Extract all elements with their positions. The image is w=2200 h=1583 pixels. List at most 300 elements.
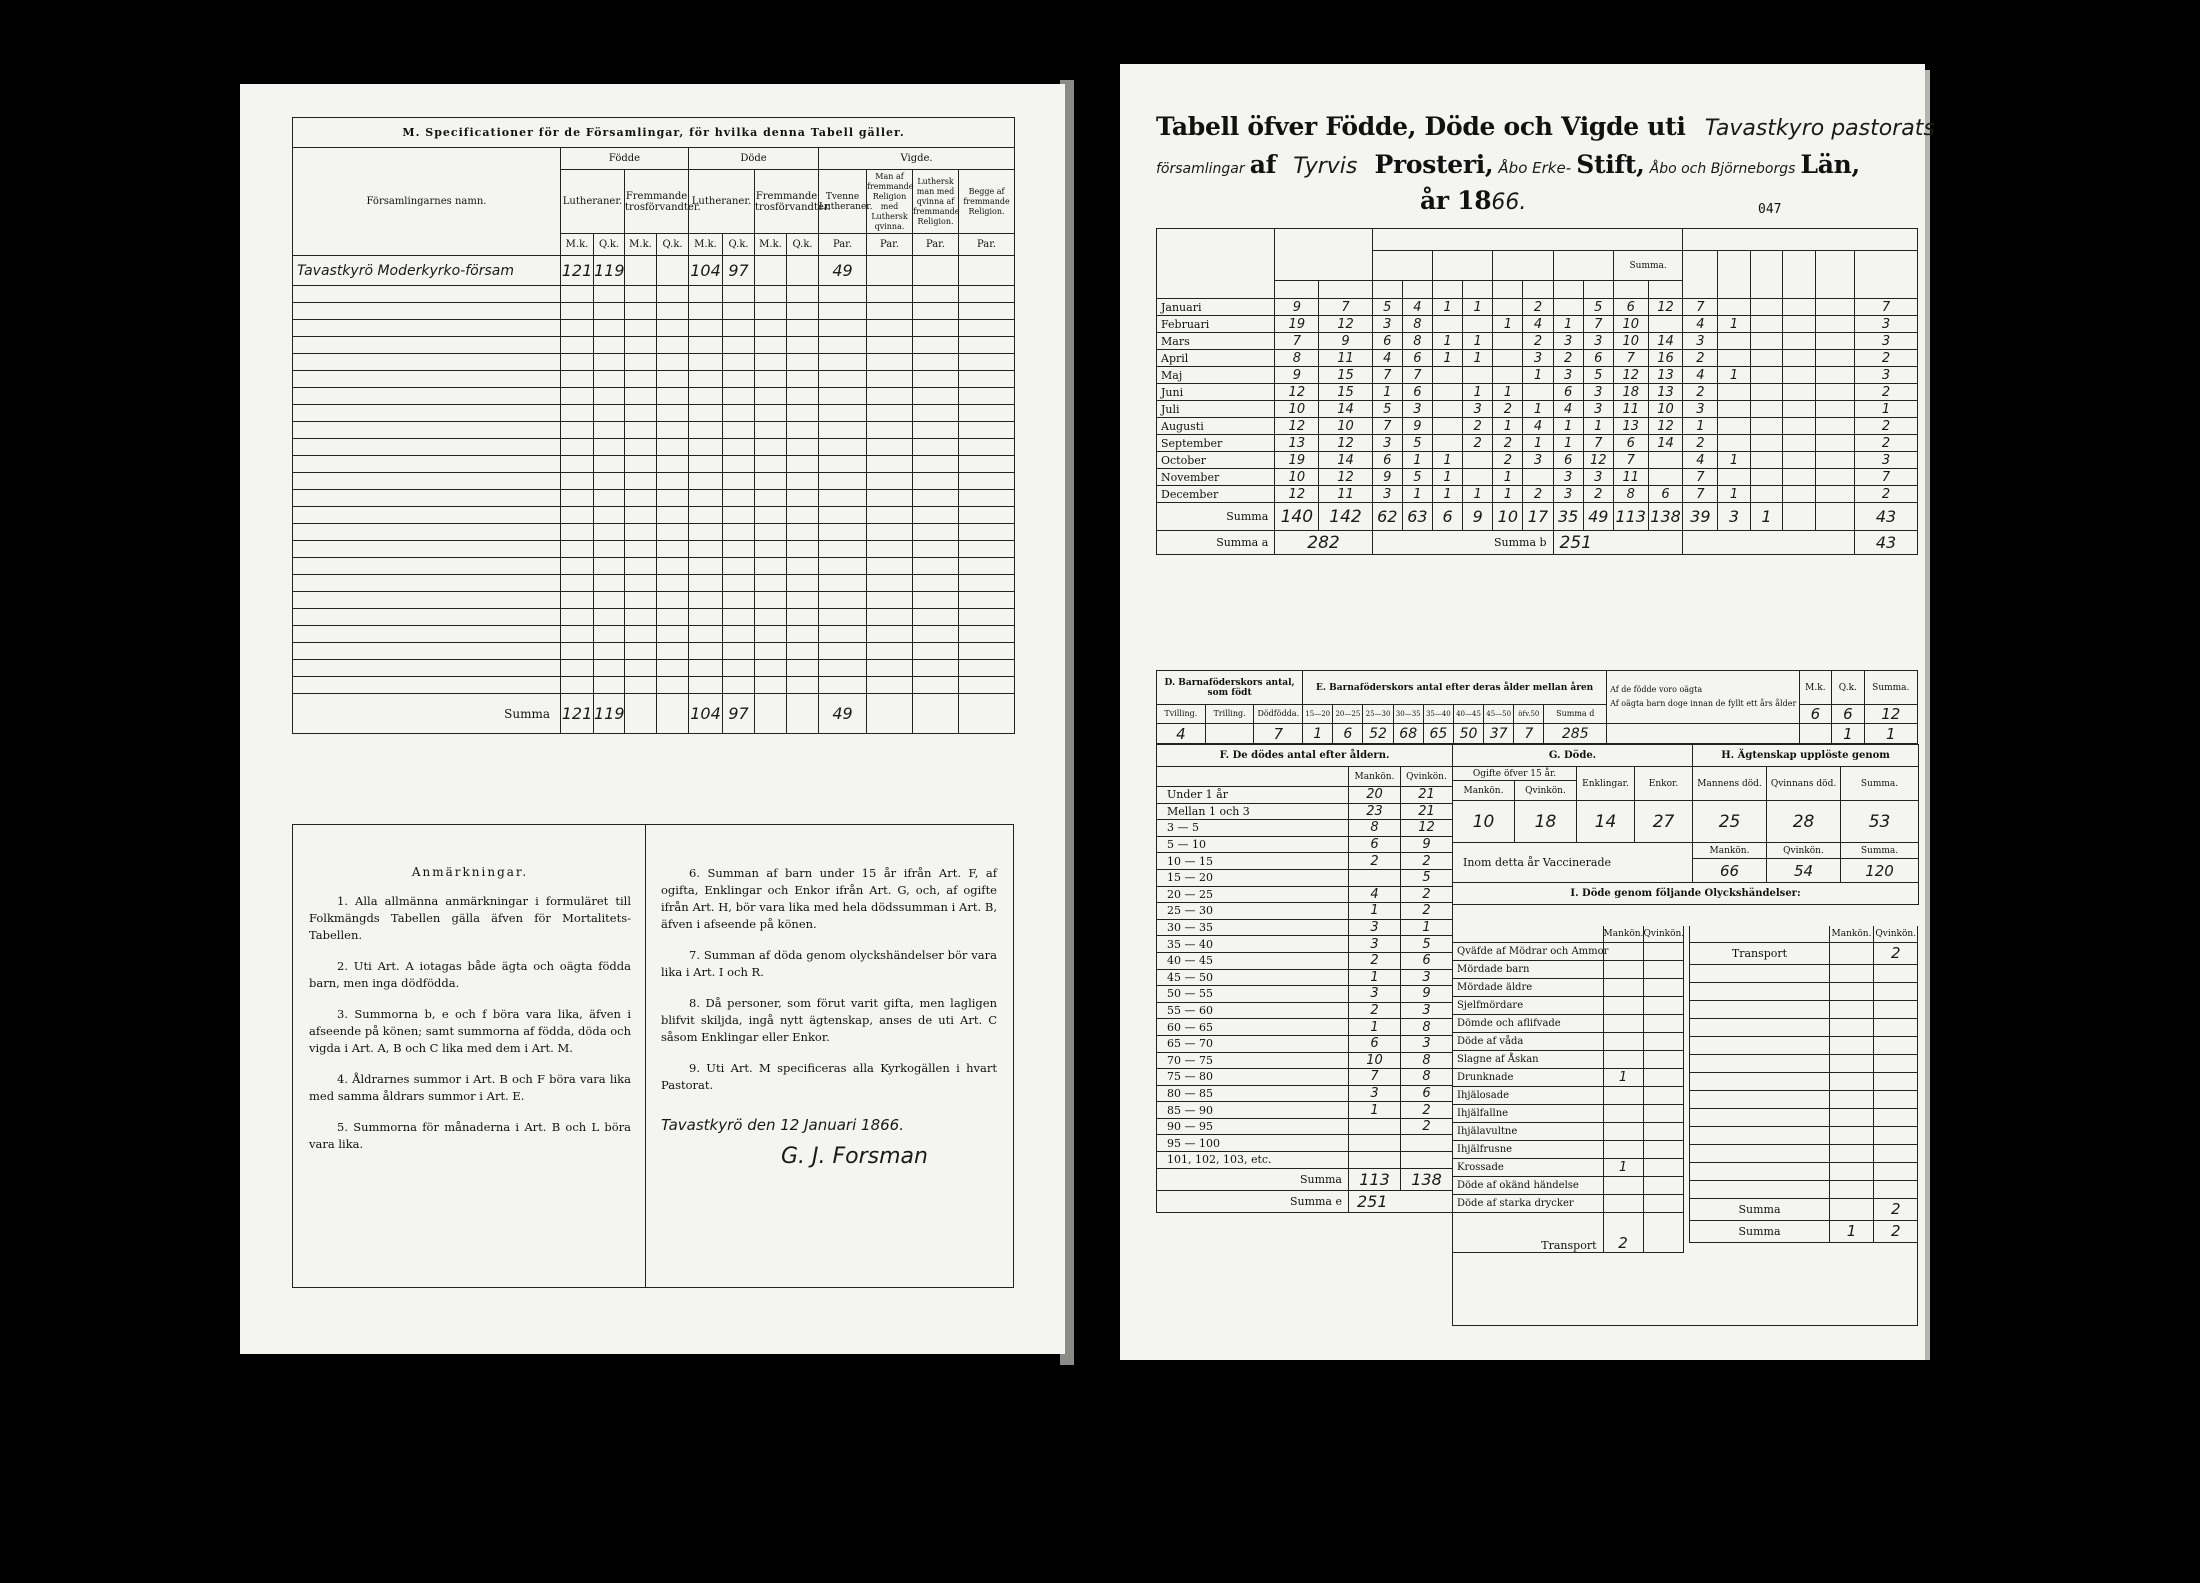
cell: 10 [1613, 316, 1648, 333]
cell [723, 439, 755, 456]
cell [293, 660, 561, 677]
cell [689, 439, 723, 456]
age-label: 40 — 45 [1157, 952, 1349, 969]
cell: 14 [1577, 801, 1635, 843]
g-title: G. Döde. [1453, 745, 1693, 767]
cell: 4 [1523, 418, 1553, 435]
cell: 3 [1349, 936, 1401, 953]
hw: Tyrvis [1293, 154, 1358, 179]
cell [594, 473, 625, 490]
cell [561, 354, 594, 371]
cell: 10 [1493, 503, 1523, 531]
txt: Län, [1800, 150, 1860, 179]
cell [1690, 1072, 1830, 1090]
cell: 6 [1372, 452, 1402, 469]
cell: 14 [1319, 401, 1372, 418]
cell: 1 [1432, 350, 1462, 367]
h: Enkor. [1635, 767, 1693, 801]
hw: 66. [1491, 190, 1527, 215]
cell [594, 320, 625, 337]
table-row [1453, 1176, 1683, 1194]
cell: 1 [1349, 1102, 1401, 1119]
table-row [293, 405, 1015, 422]
cell [1718, 333, 1750, 350]
cell: 9 [1275, 367, 1319, 384]
table-row [1157, 1135, 1453, 1152]
cell [1603, 1176, 1643, 1194]
cell [867, 303, 913, 320]
cell [787, 337, 819, 354]
cell [1523, 469, 1553, 486]
cell: 4 [1523, 316, 1553, 333]
cell [689, 388, 723, 405]
cell: 5 [1583, 367, 1613, 384]
note-4: 4. Åldrarnes summor i Art. B och F böra vara lika med samma åldrars summor i Art. E. [309, 1072, 631, 1103]
note-9: 9. Uti Art. M specificeras alla Kyrkogällen i hvart Pastorat. [661, 1061, 997, 1092]
col-vigde: Vigde. [819, 148, 1015, 170]
de-table [1156, 670, 1918, 744]
oagta-r2-label: Af oägta barn doge innan de fyllt ett års ålder [1610, 699, 1797, 708]
cell [959, 507, 1015, 524]
cell [1815, 384, 1854, 401]
age-label: 75 — 80 [1157, 1069, 1349, 1086]
table-row [1453, 1122, 1683, 1140]
cell: 2 [1493, 452, 1523, 469]
cell: 6 [1553, 384, 1583, 401]
gh-table [1452, 744, 1919, 905]
cell [561, 388, 594, 405]
cell: 21 [1401, 787, 1453, 804]
cell [657, 524, 689, 541]
cell [594, 456, 625, 473]
cell: 2 [1683, 350, 1718, 367]
col-fodde: Födde [561, 148, 689, 170]
cell [1603, 996, 1643, 1014]
cell [561, 337, 594, 354]
cell [561, 507, 594, 524]
cell [594, 643, 625, 660]
cell: 1 [1523, 435, 1553, 452]
table-row [1690, 1180, 1918, 1198]
cell: 3 [1718, 503, 1750, 531]
cell: 1 [1349, 903, 1401, 920]
cell [689, 592, 723, 609]
cell [594, 592, 625, 609]
cell [787, 354, 819, 371]
age-label: 35 — 40 [1157, 936, 1349, 953]
cell [1830, 1126, 1874, 1144]
cell: 1 [1864, 724, 1917, 744]
cell: 4 [1683, 367, 1718, 384]
cell [594, 337, 625, 354]
cell [689, 677, 723, 694]
cell [913, 337, 959, 354]
month-label: November [1157, 469, 1275, 486]
cell [867, 592, 913, 609]
cell [1750, 367, 1782, 384]
h-mk: M.k. [561, 234, 594, 256]
table-row [1690, 1054, 1918, 1072]
cell: 54 [1767, 859, 1841, 883]
h-mk: M.k. [755, 234, 787, 256]
cell: 23 [1349, 803, 1401, 820]
col-a [1275, 229, 1372, 281]
age-label: 80 — 85 [1157, 1085, 1349, 1102]
cell: 7 [1613, 452, 1648, 469]
h: Summa. [1864, 671, 1917, 705]
cell [1690, 1090, 1830, 1108]
table-row [293, 592, 1015, 609]
table-row [1157, 787, 1453, 804]
cell [293, 524, 561, 541]
cell [625, 422, 657, 439]
cell [1815, 316, 1854, 333]
cell [819, 507, 867, 524]
age-label: 50 — 55 [1157, 986, 1349, 1003]
cell: 6 [1401, 952, 1453, 969]
cell [755, 575, 787, 592]
cell: 6 [1402, 350, 1432, 367]
h [1553, 281, 1583, 299]
cell [913, 592, 959, 609]
cell [1799, 724, 1831, 744]
cell [913, 575, 959, 592]
cell [657, 677, 689, 694]
cell [1718, 384, 1750, 401]
cell [723, 371, 755, 388]
col-dode: Döde [689, 148, 819, 170]
cell [689, 422, 723, 439]
summa-label: Summa [1157, 1168, 1349, 1190]
cell [1874, 964, 1918, 982]
cell [1603, 942, 1643, 960]
cell: 11 [1613, 469, 1648, 486]
cell [1830, 964, 1874, 982]
h-par: Par. [913, 234, 959, 256]
h: M.k. [1799, 671, 1831, 705]
cell: 1 [1493, 384, 1523, 401]
cell: 9 [1401, 986, 1453, 1003]
table-row [293, 354, 1015, 371]
cell [1783, 384, 1815, 401]
cell [959, 524, 1015, 541]
cell [959, 456, 1015, 473]
table-row [1157, 367, 1918, 384]
cell: 3 [1855, 452, 1918, 469]
table-row [1690, 1144, 1918, 1162]
cell [1718, 350, 1750, 367]
cell [1553, 299, 1583, 316]
title-line-1 [1156, 112, 1935, 141]
cell: 119 [594, 256, 625, 286]
h-title: H. Ägtenskap upplöste genom [1693, 745, 1919, 767]
cell [819, 592, 867, 609]
cell [959, 558, 1015, 575]
cell [1643, 942, 1683, 960]
hw: Åbo Erke- [1498, 159, 1572, 177]
cell: 6 [1613, 435, 1648, 452]
cell [787, 643, 819, 660]
page-number: 047 [1758, 202, 1782, 217]
cell [689, 354, 723, 371]
cell [755, 592, 787, 609]
cell: 1 [1553, 418, 1583, 435]
cell [293, 643, 561, 660]
summa-row [1157, 503, 1918, 531]
cell [959, 439, 1015, 456]
cell [1643, 1104, 1683, 1122]
cell [1603, 1086, 1643, 1104]
table-row [1690, 1036, 1918, 1054]
note-7: 7. Summan af döda genom olyckshändelser bör vara lika i Art. I och R. [661, 948, 997, 979]
month-label: Februari [1157, 316, 1275, 333]
cell [723, 558, 755, 575]
cell [787, 660, 819, 677]
cell [959, 286, 1015, 303]
cell [1783, 418, 1815, 435]
table-row [1690, 1126, 1918, 1144]
cell: 1 [1830, 1220, 1874, 1242]
table-row [1157, 401, 1918, 418]
cell [657, 575, 689, 592]
cell [867, 320, 913, 337]
cell [867, 541, 913, 558]
age-label: 55 — 60 [1157, 1002, 1349, 1019]
cell [959, 541, 1015, 558]
cell: 2 [1349, 853, 1401, 870]
f-title: F. De dödes antal efter åldern. [1157, 745, 1453, 767]
cause-label: Slagne af Åskan [1453, 1050, 1603, 1068]
cell [293, 388, 561, 405]
cell [1874, 1036, 1918, 1054]
cell [959, 320, 1015, 337]
h-qk: Q.k. [657, 234, 689, 256]
cell: 3 [1349, 1085, 1401, 1102]
cause-label: Mördade äldre [1453, 978, 1603, 996]
cell [293, 575, 561, 592]
cell: 6 [1401, 1085, 1453, 1102]
cell [689, 371, 723, 388]
table-row [1453, 1140, 1683, 1158]
table-row [293, 320, 1015, 337]
cell: 1 [1463, 486, 1493, 503]
cell [657, 405, 689, 422]
cell: 12 [1864, 705, 1917, 724]
cell [689, 660, 723, 677]
cell [867, 677, 913, 694]
cell [867, 626, 913, 643]
table-row [1157, 1085, 1453, 1102]
h-qk: Q.k. [787, 234, 819, 256]
cell: 3 [1349, 919, 1401, 936]
table-row [293, 660, 1015, 677]
cell: 11 [1319, 486, 1372, 503]
cell [755, 354, 787, 371]
cell: 1 [1463, 333, 1493, 350]
cell [787, 303, 819, 320]
cell: 1 [1349, 969, 1401, 986]
cell: 2 [1523, 486, 1553, 503]
cell [867, 286, 913, 303]
cell [787, 524, 819, 541]
cell [561, 677, 594, 694]
cell [625, 643, 657, 660]
cell [1643, 1086, 1683, 1104]
cell [1750, 469, 1782, 486]
cell [657, 439, 689, 456]
cell [959, 575, 1015, 592]
cell [1830, 1000, 1874, 1018]
cell: 16 [1648, 350, 1683, 367]
cell [867, 643, 913, 660]
cell [913, 473, 959, 490]
age-label: 15 — 20 [1157, 869, 1349, 886]
parish-name: Tavastkyrö Moderkyrko-försam [293, 256, 561, 286]
age-label: 101, 102, 103, etc. [1157, 1152, 1349, 1169]
cell [959, 303, 1015, 320]
table-row [293, 609, 1015, 626]
cell [561, 422, 594, 439]
cell [819, 575, 867, 592]
month-label: Juni [1157, 384, 1275, 401]
cell [1643, 996, 1683, 1014]
table-row [1157, 1118, 1453, 1135]
table-row [293, 677, 1015, 694]
table-row [293, 371, 1015, 388]
cell [913, 626, 959, 643]
cell [787, 626, 819, 643]
h [1275, 281, 1319, 299]
col-parish: Församlingarnes namn. [293, 148, 561, 256]
cell [913, 490, 959, 507]
cell [1643, 1050, 1683, 1068]
col-c3 [1750, 251, 1782, 299]
cell: 7 [1402, 367, 1432, 384]
cell: 3 [1855, 333, 1918, 350]
cell [625, 626, 657, 643]
cell [819, 371, 867, 388]
cell [723, 490, 755, 507]
cell [787, 609, 819, 626]
cell [723, 286, 755, 303]
cell: 49 [819, 694, 867, 734]
cell [755, 677, 787, 694]
table-row [293, 456, 1015, 473]
spec-table [292, 117, 1015, 734]
cause-label: Ihjälfallne [1453, 1104, 1603, 1122]
cell: 3 [1553, 486, 1583, 503]
cell [1643, 1032, 1683, 1050]
cell [1690, 1054, 1830, 1072]
cell [959, 643, 1015, 660]
cell: 104 [689, 256, 723, 286]
cell: 1 [1463, 350, 1493, 367]
cell: 6 [1349, 836, 1401, 853]
cell [1643, 960, 1683, 978]
cell [594, 405, 625, 422]
cell: 19 [1275, 452, 1319, 469]
cell [689, 626, 723, 643]
right-page [1120, 64, 1935, 1360]
cell [1830, 1144, 1874, 1162]
signature: G. J. Forsman [781, 1144, 928, 1169]
h-par: Par. [867, 234, 913, 256]
cell [1750, 333, 1782, 350]
cell: 3 [1553, 469, 1583, 486]
cell [1830, 982, 1874, 1000]
table-row [1157, 418, 1918, 435]
table-row [1157, 919, 1453, 936]
cell [657, 643, 689, 660]
cell [657, 456, 689, 473]
table-row [1157, 869, 1453, 886]
cell: 6 [1832, 705, 1864, 724]
cell: 8 [1401, 1069, 1453, 1086]
h [1493, 281, 1523, 299]
cell: 1 [1718, 367, 1750, 384]
f-table [1156, 744, 1453, 1213]
cell: 12 [1319, 435, 1372, 452]
cell [657, 609, 689, 626]
cause-label: Mördade barn [1453, 960, 1603, 978]
cell [689, 337, 723, 354]
table-row [1157, 969, 1453, 986]
cell [594, 507, 625, 524]
table-row [1157, 350, 1918, 367]
h: 45—50 [1484, 705, 1514, 724]
table-row [293, 388, 1015, 405]
cell [867, 490, 913, 507]
cell [1643, 978, 1683, 996]
cell [755, 405, 787, 422]
cell [1603, 960, 1643, 978]
cell [1874, 1054, 1918, 1072]
cell [689, 507, 723, 524]
cell [959, 473, 1015, 490]
cell: 18 [1515, 801, 1577, 843]
table-row [1453, 1104, 1683, 1122]
table-row [293, 558, 1015, 575]
cell: 62 [1372, 503, 1402, 531]
cell [293, 354, 561, 371]
cell [1830, 1180, 1874, 1198]
cell: 5 [1401, 869, 1453, 886]
cell [594, 354, 625, 371]
cell [1874, 1018, 1918, 1036]
h: 15—20 [1303, 705, 1333, 724]
cell [594, 286, 625, 303]
cause-label: Drunknade [1453, 1068, 1603, 1086]
cell [723, 405, 755, 422]
cell [1523, 384, 1553, 401]
cell [913, 677, 959, 694]
cell: 2 [1583, 486, 1613, 503]
cell [1750, 435, 1782, 452]
cell: 1 [1718, 316, 1750, 333]
cell [959, 592, 1015, 609]
cell [625, 558, 657, 575]
table-row [293, 439, 1015, 456]
notes-divider [645, 825, 646, 1287]
hw: Åbo och Björneborgs [1649, 161, 1796, 177]
age-label: 30 — 35 [1157, 919, 1349, 936]
month-label: December [1157, 486, 1275, 503]
summa-b: 251 [1553, 531, 1683, 555]
month-label: Maj [1157, 367, 1275, 384]
cell: 10 [1613, 333, 1648, 350]
col-c2 [1718, 251, 1750, 299]
cell [1815, 418, 1854, 435]
